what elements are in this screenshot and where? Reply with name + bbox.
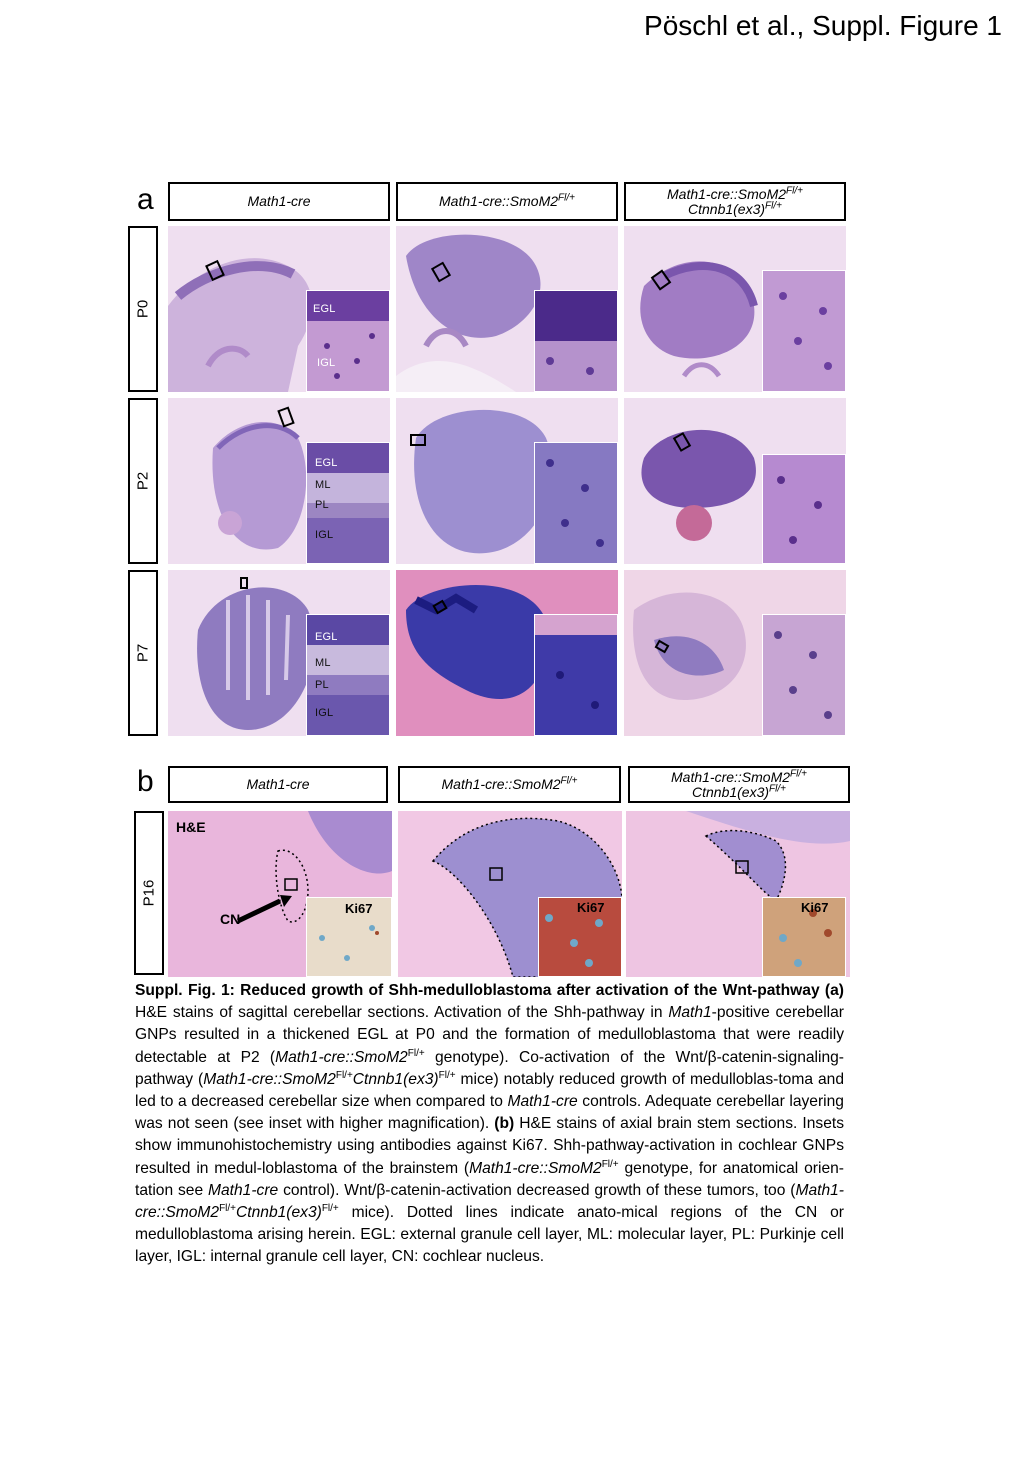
genotype-header-b-3 — [628, 766, 850, 803]
genotype-line2: Ctnnb1(ex3) — [692, 783, 770, 800]
inset-p0-smom2 — [534, 290, 618, 392]
genotype-line2: Ctnnb1(ex3) — [688, 200, 766, 217]
layer-label-pl: PL — [315, 679, 329, 691]
genotype-sup1: Fl/+ — [560, 775, 578, 787]
caption-title: Suppl. Fig. 1: Reduced growth of Shh-medulloblastoma after activation of the Wnt-pathway — [135, 982, 820, 999]
inset-p7-math1cre — [306, 614, 390, 736]
layer-label-igl: IGL — [315, 707, 334, 719]
genotype-sup2: Fl/+ — [769, 782, 786, 794]
genotype-header-b-1 — [168, 766, 388, 803]
genotype-header-a-2 — [396, 182, 618, 221]
inset-p2-smom2 — [534, 442, 618, 564]
stain-label: H&E — [176, 819, 206, 835]
caption-a-label: (a) — [824, 982, 844, 999]
row-label-p7: P7 — [128, 570, 158, 736]
layer-label-egl: EGL — [315, 631, 338, 643]
genotype-sup1: Fl/+ — [790, 767, 807, 779]
genotype-line1: Math1-cre::SmoM2 — [667, 185, 787, 202]
ki67-label: Ki67 — [577, 900, 605, 915]
genotype-sup1: Fl/+ — [786, 184, 803, 196]
ki67-inset-smom2-ctnnb1 — [762, 897, 846, 977]
layer-label-igl: IGL — [317, 357, 336, 369]
caption-b-label: (b) — [494, 1115, 515, 1133]
layer-label-egl: EGL — [315, 457, 338, 469]
inset-p7-smom2 — [534, 614, 618, 736]
ki67-inset-math1cre — [306, 897, 392, 977]
genotype-line1: Math1-cre::SmoM2 — [441, 776, 561, 792]
layer-label-pl: PL — [315, 499, 329, 511]
selection-box — [410, 434, 426, 446]
ki67-label: Ki67 — [801, 900, 829, 915]
ki67-inset-smom2 — [538, 897, 622, 977]
cn-label: CN — [220, 911, 241, 927]
genotype-sup2: Fl/+ — [765, 199, 782, 211]
genotype-header-a-1 — [168, 182, 390, 221]
figure-title: Pöschl et al., Suppl. Figure 1 — [644, 10, 1002, 41]
figure-caption: Suppl. Fig. 1: Reduced growth of Shh-medulloblastoma after activation of the Wnt-pathway (a) H&E stains of sagittal cerebellar sections. Activation of the Shh-pathway in Math1-positive cerebellar GNPs resulted in a thickened EGL at P0 and the formation of medulloblastoma that were readily detectable at P2 ($Math1-cre::SmoM2^{Fl/+}$ genotype). Co-activation of the Wnt/β-catenin-signaling-pathway ($Math1-cre::SmoM2^{Fl/+}Ctnnb1(ex3)^{Fl/+}$ mice) notably reduced growth of medulloblas-toma and led to a decreased cerebellar size when compared to Math1-cre controls. Adequate cerebellar layering was not seen (see inset with higher magnification). (b) H&E stains of axial brain stem sections. Insets show immunohistochemistry using antibodies against Ki67. Shh-pathway-activation in cochlear GNPs resulted in medul-loblastoma of the brainstem ($Math1-cre::SmoM2^{Fl/+}$ genotype, for anatomical orien-tation see Math1-cre control). Wnt/β-catenin-activation decreased growth of these tumors, too ($Math1-cre::SmoM2^{Fl/+}Ctnnb1(ex3)^{Fl/+}$ mice). Dotted lines indicate anato-mical regions of the CN or medulloblastoma arising herein. EGL: external granule cell layer, ML: molecular layer, PL: Purkinje cell layer, IGL: internal granule cell layer, CN: cochlear nucleus. — [135, 982, 845, 1266]
genotype-sup1: Fl/+ — [558, 192, 575, 204]
row-label-p16: P16 — [134, 811, 164, 975]
genotype-line1: Math1-cre — [247, 193, 311, 209]
inset-p0-math1cre — [306, 290, 390, 392]
selection-box — [240, 577, 248, 589]
layer-label-igl: IGL — [315, 529, 334, 541]
inset-p2-smom2-ctnnb1 — [762, 454, 846, 564]
panel-a-letter: a — [137, 183, 154, 216]
panel-b-letter: b — [137, 765, 154, 798]
inset-p0-smom2-ctnnb1 — [762, 270, 846, 392]
ki67-label: Ki67 — [345, 901, 373, 916]
genotype-line1: Math1-cre::SmoM2 — [671, 768, 791, 785]
row-label-p0: P0 — [128, 226, 158, 392]
inset-p7-smom2-ctnnb1 — [762, 614, 846, 736]
layer-label-ml: ML — [315, 657, 331, 669]
genotype-line1: Math1-cre::SmoM2 — [439, 193, 559, 209]
genotype-header-a-3 — [624, 182, 846, 221]
layer-label-egl: EGL — [313, 303, 336, 315]
inset-p2-math1cre — [306, 442, 390, 564]
genotype-line1: Math1-cre — [246, 776, 310, 792]
layer-label-ml: ML — [315, 479, 331, 491]
row-label-p2: P2 — [128, 398, 158, 564]
genotype-header-b-2 — [398, 766, 621, 803]
